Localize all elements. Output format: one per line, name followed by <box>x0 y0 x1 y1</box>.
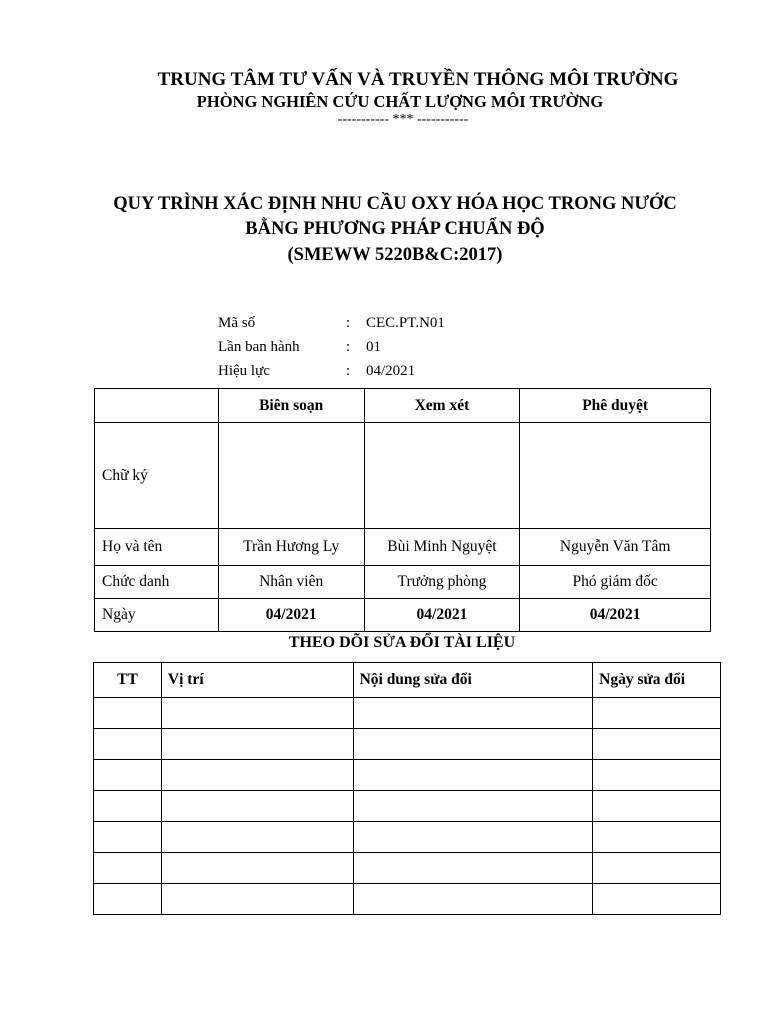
revision-header-location: Vị trí <box>161 663 353 698</box>
signature-cell <box>364 423 520 529</box>
table-cell <box>353 853 593 884</box>
approval-row-label: Chức danh <box>95 566 219 599</box>
table-cell <box>161 791 353 822</box>
department-name: PHÒNG NGHIÊN CỨU CHẤT LƯỢNG MÔI TRƯỜNG <box>196 92 604 111</box>
date-cell: 04/2021 <box>218 599 364 632</box>
signature-cell <box>218 423 364 529</box>
signature-cell <box>520 423 711 529</box>
approval-header-reviewer: Xem xét <box>364 389 520 423</box>
info-colon: : <box>346 363 351 379</box>
approval-row-signature <box>95 423 711 529</box>
table-cell <box>593 760 721 791</box>
table-cell <box>353 760 593 791</box>
info-label-issue: Lần ban hành <box>218 339 300 355</box>
document-title-line-1: QUY TRÌNH XÁC ĐỊNH NHU CẦU OXY HÓA HỌC TRONG NƯỚC <box>113 194 677 214</box>
table-row <box>94 760 721 791</box>
table-cell <box>353 729 593 760</box>
approval-row-label: Ngày <box>95 599 219 632</box>
table-cell <box>94 791 162 822</box>
table-cell <box>94 729 162 760</box>
approval-row-date <box>95 599 711 632</box>
organization-name: TRUNG TÂM TƯ VẤN VÀ TRUYỀN THÔNG MÔI TRƯỜNG <box>157 69 679 90</box>
table-row <box>94 822 721 853</box>
info-colon: : <box>346 339 351 355</box>
approval-row-position <box>95 566 711 599</box>
table-cell <box>94 698 162 729</box>
position-cell: Nhân viên <box>218 566 364 599</box>
date-cell: 04/2021 <box>364 599 520 632</box>
table-cell <box>161 698 353 729</box>
table-row <box>94 791 721 822</box>
name-cell: Nguyễn Văn Tâm <box>520 529 711 566</box>
approval-table <box>94 388 711 632</box>
table-cell <box>593 884 721 915</box>
table-cell <box>94 884 162 915</box>
approval-header-approver: Phê duyệt <box>520 389 711 423</box>
revision-header-index: TT <box>94 663 162 698</box>
table-row <box>94 884 721 915</box>
table-row <box>94 729 721 760</box>
header-separator: ----------- *** ----------- <box>337 112 469 127</box>
date-cell: 04/2021 <box>520 599 711 632</box>
revision-header-row <box>94 663 721 698</box>
info-value-issue: 01 <box>366 339 381 355</box>
info-value-effective: 04/2021 <box>366 363 416 379</box>
table-cell <box>593 729 721 760</box>
table-cell <box>94 760 162 791</box>
document-title-line-2: BẰNG PHƯƠNG PHÁP CHUẨN ĐỘ <box>245 219 545 239</box>
approval-row-label: Chữ ký <box>95 423 219 529</box>
info-colon: : <box>346 315 351 331</box>
table-cell <box>161 884 353 915</box>
info-value-code: CEC.PT.N01 <box>366 315 445 331</box>
approval-header-row <box>95 389 711 423</box>
table-cell <box>353 698 593 729</box>
table-cell <box>353 791 593 822</box>
revision-title: THEO DÕI SỬA ĐỔI TÀI LIỆU <box>288 634 516 651</box>
revision-header-content: Nội dung sửa đổi <box>353 663 593 698</box>
table-row <box>94 698 721 729</box>
table-row <box>94 853 721 884</box>
table-cell <box>161 729 353 760</box>
approval-row-name <box>95 529 711 566</box>
approval-row-label: Họ và tên <box>95 529 219 566</box>
info-label-code: Mã số <box>218 315 256 331</box>
table-cell <box>94 822 162 853</box>
table-cell <box>161 760 353 791</box>
position-cell: Phó giám đốc <box>520 566 711 599</box>
revision-table <box>93 662 721 915</box>
table-cell <box>593 791 721 822</box>
document-title-line-3: (SMEWW 5220B&C:2017) <box>287 245 503 265</box>
table-cell <box>353 884 593 915</box>
table-cell <box>593 853 721 884</box>
table-cell <box>593 698 721 729</box>
approval-header-empty <box>95 389 219 423</box>
name-cell: Trần Hương Ly <box>218 529 364 566</box>
info-label-effective: Hiệu lực <box>218 363 270 379</box>
table-cell <box>353 822 593 853</box>
table-cell <box>94 853 162 884</box>
position-cell: Trưởng phòng <box>364 566 520 599</box>
table-cell <box>161 822 353 853</box>
revision-header-date: Ngày sửa đổi <box>593 663 721 698</box>
name-cell: Bùi Minh Nguyệt <box>364 529 520 566</box>
table-cell <box>161 853 353 884</box>
table-cell <box>593 822 721 853</box>
approval-header-author: Biên soạn <box>218 389 364 423</box>
